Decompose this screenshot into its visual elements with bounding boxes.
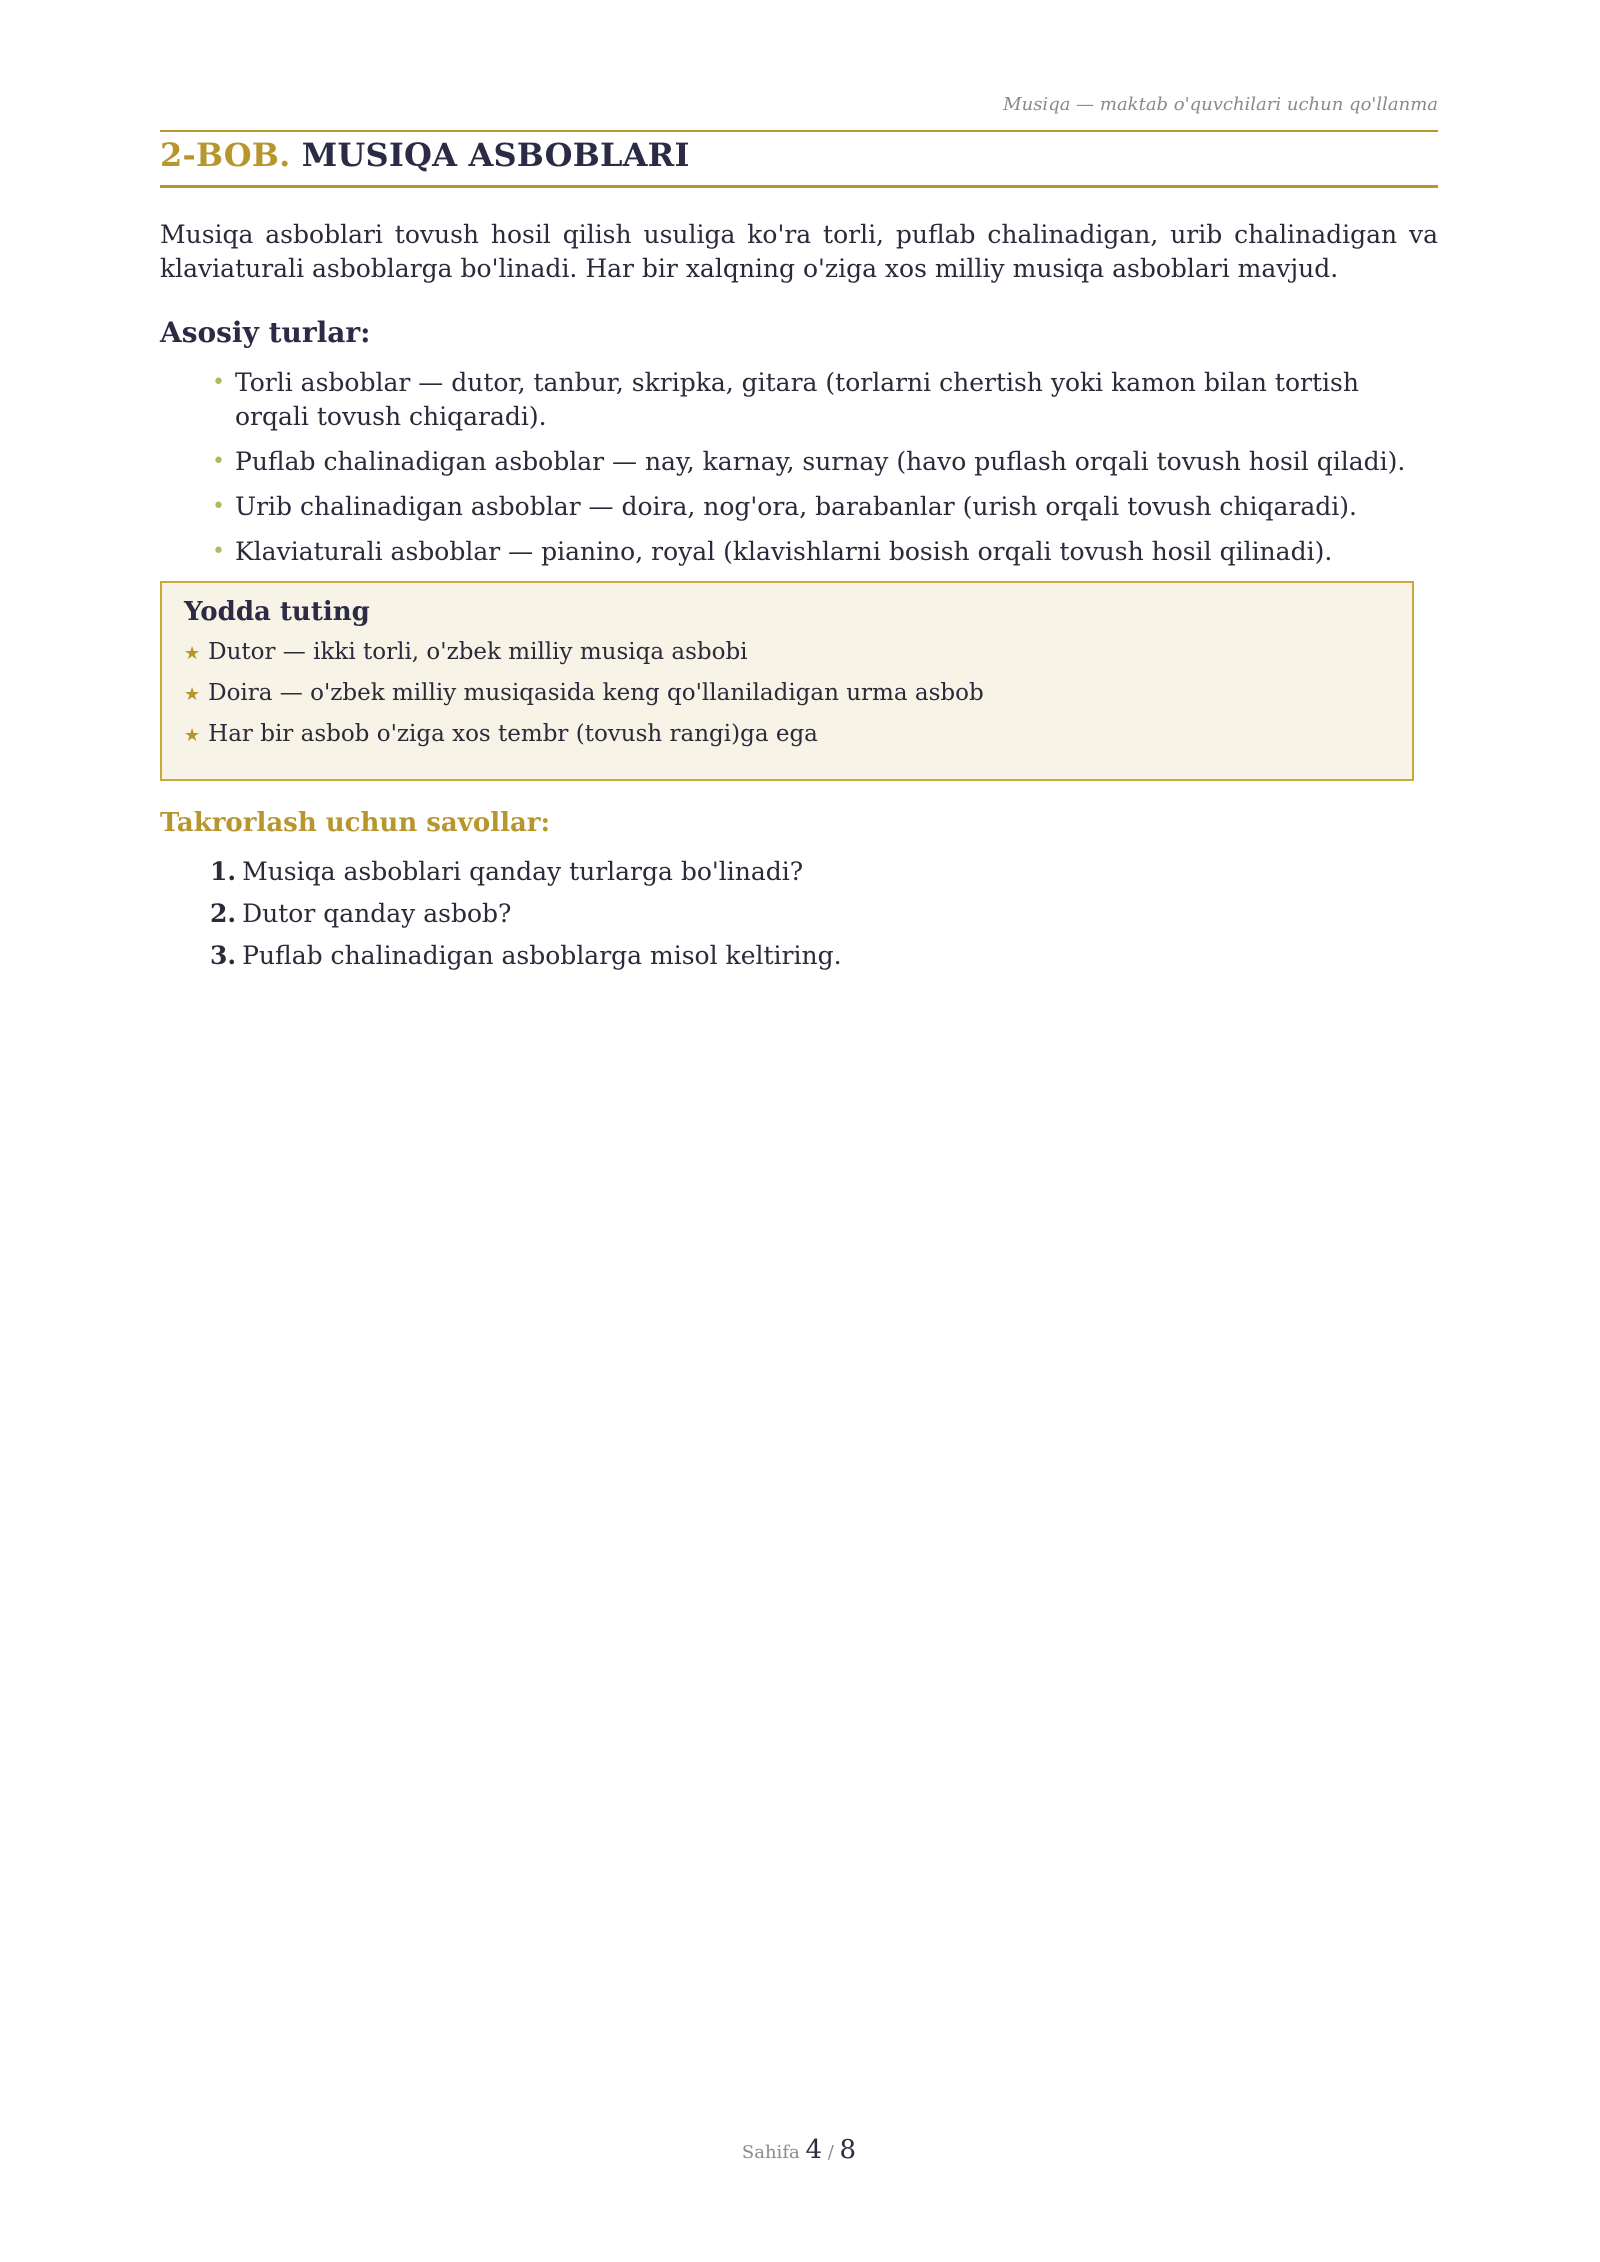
- review-questions-list: [210, 856, 842, 982]
- list-item: [210, 445, 1438, 479]
- document-page: [160, 0, 1438, 2262]
- list-item: [184, 719, 1390, 751]
- remember-heading: Yodda tuting: [184, 597, 370, 627]
- chapter-name: MUSIQA ASBOBLARI: [301, 136, 690, 174]
- chapter-number: 2-BOB.: [160, 136, 291, 174]
- total-pages-number: 8: [839, 2135, 857, 2165]
- list-item-text: Urib chalinadigan asboblar — doira, nog'ora, barabanlar (urish orqali tovush chiqaradi).: [235, 492, 1357, 521]
- page-footer: [160, 2135, 1438, 2165]
- question-number: 2.: [210, 899, 237, 928]
- list-item: [210, 856, 842, 888]
- page-label: Sahifa: [741, 2142, 800, 2163]
- list-item: [210, 535, 1438, 569]
- current-page-number: 4: [805, 2135, 822, 2165]
- list-item-text: Dutor — ikki torli, o'zbek milliy musiqa asbobi: [208, 639, 748, 665]
- question-text: Puflab chalinadigan asboblarga misol keltiring.: [242, 941, 842, 970]
- list-item: [210, 940, 842, 972]
- types-list: [210, 366, 1438, 580]
- question-number: 1.: [210, 857, 237, 886]
- star-icon: ★: [184, 725, 201, 746]
- remember-callout: [160, 581, 1414, 781]
- intro-paragraph: Musiqa asboblari tovush hosil qilish usuliga ko'ra torli, puflab chalinadigan, urib chalinadigan va klaviaturali asboblarga bo'linadi. Har bir xalqning o'ziga xos milliy musiqa asboblari mavjud.: [160, 220, 1438, 283]
- chapter-title-block: [160, 130, 1438, 188]
- bullet-icon: •: [212, 449, 225, 474]
- question-text: Musiqa asboblari qanday turlarga bo'linadi?: [242, 857, 804, 886]
- star-icon: ★: [184, 643, 201, 664]
- star-icon: ★: [184, 684, 201, 705]
- types-heading: Asosiy turlar:: [160, 316, 371, 349]
- list-item: [184, 678, 1390, 710]
- remember-list: [184, 637, 1390, 751]
- bullet-icon: •: [212, 494, 225, 519]
- list-item: [184, 637, 1390, 669]
- list-item-text: Har bir asbob o'ziga xos tembr (tovush rangi)ga ega: [208, 721, 818, 747]
- question-text: Dutor qanday asbob?: [242, 899, 512, 928]
- page-separator: /: [827, 2142, 834, 2163]
- list-item: [210, 366, 1438, 434]
- list-item-text: Puflab chalinadigan asboblar — nay, karnay, surnay (havo puflash orqali tovush hosil qiladi).: [235, 447, 1406, 476]
- bullet-icon: •: [212, 539, 225, 564]
- list-item-text: Torli asboblar — dutor, tanbur, skripka, gitara (torlarni chertish yoki kamon bilan tortish orqali tovush chiqaradi).: [235, 368, 1359, 431]
- chapter-title: [160, 136, 690, 174]
- list-item-text: Klaviaturali asboblar — pianino, royal (klavishlarni bosish orqali tovush hosil qilinadi).: [235, 537, 1333, 566]
- review-heading: Takrorlash uchun savollar:: [160, 808, 551, 838]
- list-item-text: Doira — o'zbek milliy musiqasida keng qo'llaniladigan urma asbob: [208, 680, 984, 706]
- list-item: [210, 490, 1438, 524]
- running-header: Musiqa — maktab o'quvchilari uchun qo'llanma: [1003, 94, 1438, 115]
- question-number: 3.: [210, 941, 237, 970]
- list-item: [210, 898, 842, 930]
- bullet-icon: •: [212, 370, 225, 395]
